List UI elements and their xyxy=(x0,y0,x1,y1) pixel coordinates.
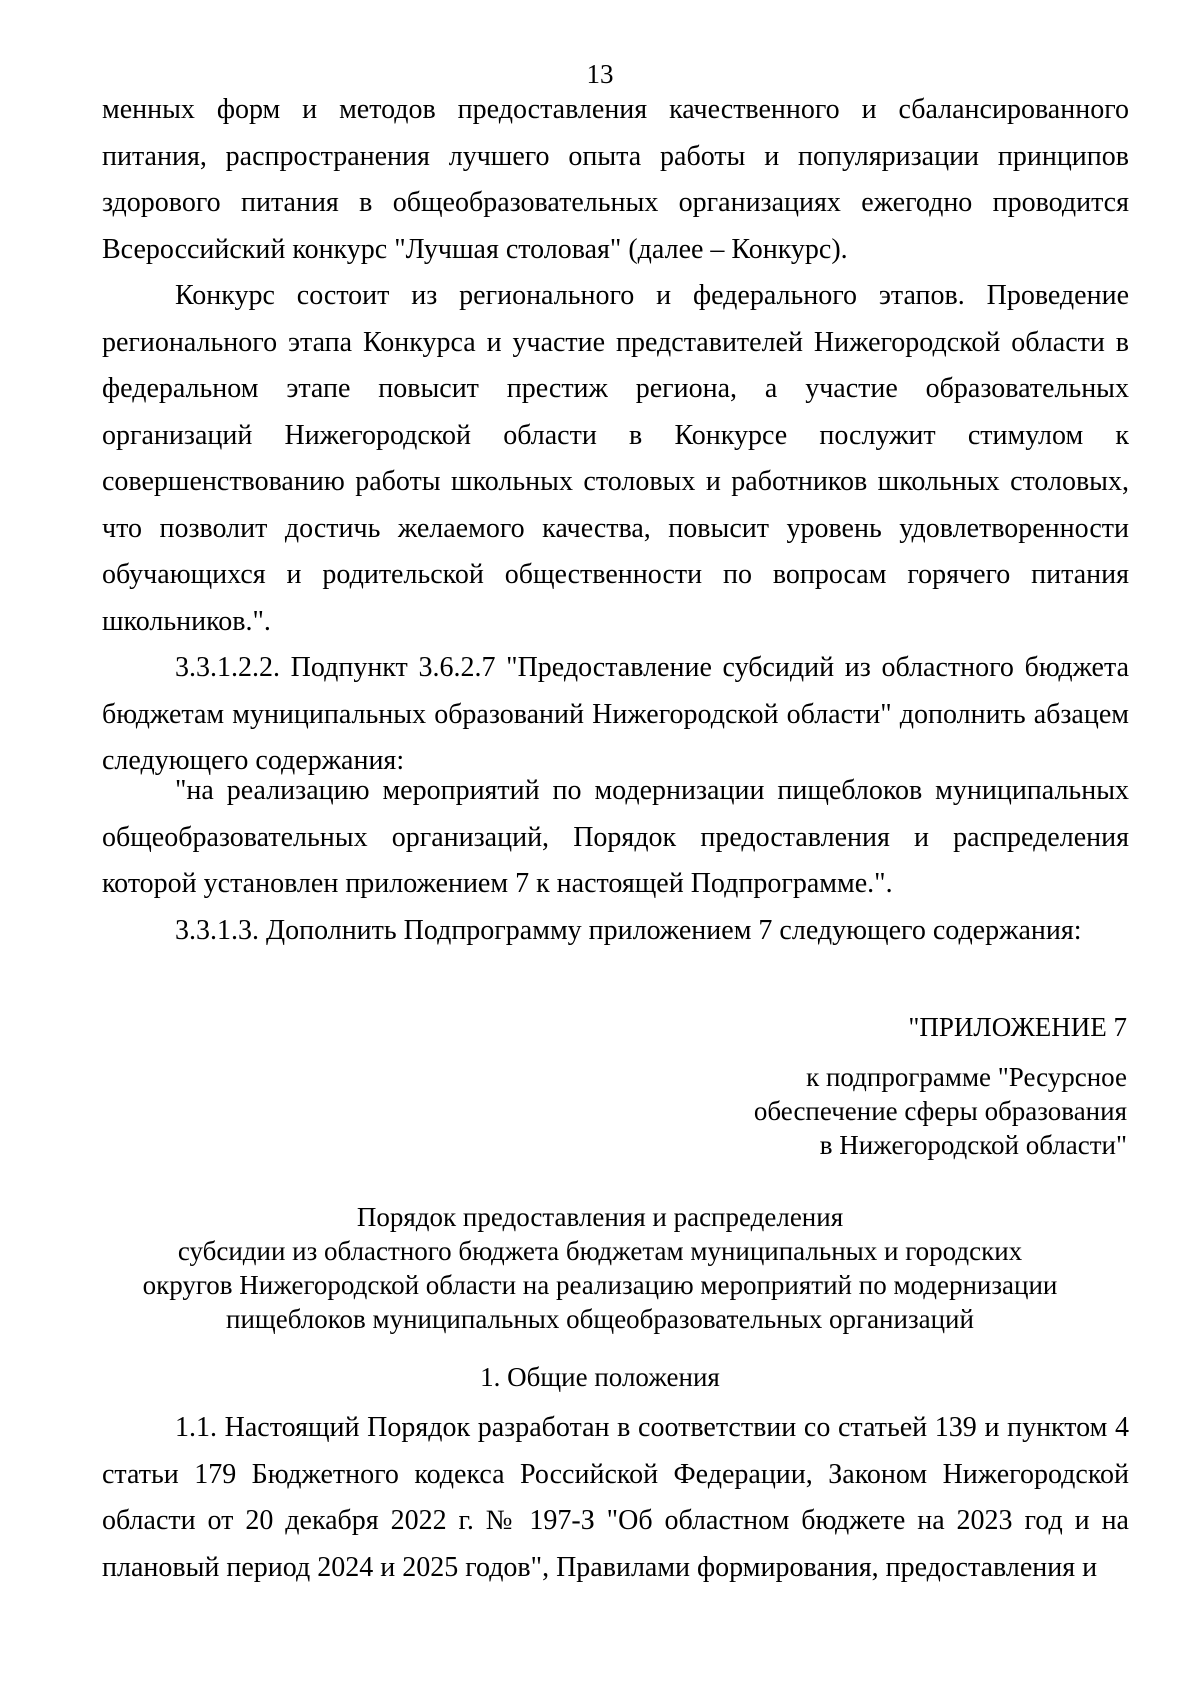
body-text-middle xyxy=(102,768,1129,954)
order-title-line: Порядок предоставления и распределения xyxy=(356,1202,844,1232)
body-text-upper xyxy=(102,87,1129,785)
paragraph-1-1: 1.1. Настоящий Порядок разработан в соответствии со статьей 139 и пунктом 4 статьи 179 Бюджетного кодекса Российской Федерации, Законом Нижегородской области от 20 декабря 2022 г. № 197-З "Об областном бюджете на 2023 год и на плановый период 2024 и 2025 годов", Правилами формирования, предоставления и xyxy=(102,1412,1129,1583)
appendix-subtitle xyxy=(754,1060,1127,1162)
order-title-line: округов Нижегородской области на реализацию мероприятий по модернизации xyxy=(142,1270,1058,1300)
paragraph-contest: Конкурс состоит из регионального и федерального этапов. Проведение регионального этапа Конкурса и участие представителей Нижегородской области в федеральном этапе повысит престиж региона, а участие образовательных организаций Нижегородской области в Конкурсе послужит стимулом к совершенствованию работы школьных столовых и работников школьных столовых, что позволит достичь желаемого качества, повысит уровень удовлетворенности обучающихся и родительской общественности по вопросам горячего питания школьников.". xyxy=(102,280,1129,637)
order-title xyxy=(0,1200,1200,1336)
order-title-line: пищеблоков муниципальных общеобразовательных организаций xyxy=(226,1304,974,1334)
appendix-subtitle-line: к подпрограмме "Ресурсное xyxy=(806,1062,1127,1092)
order-title-line: субсидии из областного бюджета бюджетам муниципальных и городских xyxy=(177,1236,1023,1266)
body-text-lower xyxy=(102,1405,1129,1591)
paragraph-continuation: менных форм и методов предоставления качественного и сбалансированного питания, распространения лучшего опыта работы и популяризации принципов здорового питания в общеобразовательных организациях ежегодно проводится Всероссийский конкурс "Лучшая столовая" (далее – Конкурс). xyxy=(102,94,1129,265)
paragraph-quoted-addition: "на реализацию мероприятий по модернизации пищеблоков муниципальных общеобразовательных организаций, Порядок предоставления и распределения которой установлен приложением 7 к настоящей Подпрограмме.". xyxy=(102,775,1129,899)
appendix-subtitle-line: обеспечение сферы образования xyxy=(753,1096,1127,1126)
paragraph-subpoint-3-3-1-3: 3.3.1.3. Дополнить Подпрограмму приложением 7 следующего содержания: xyxy=(175,914,1082,946)
paragraph-subpoint-3-3-1-2-2: 3.3.1.2.2. Подпункт 3.6.2.7 "Предоставление субсидий из областного бюджета бюджетам муниципальных образований Нижегородской области" дополнить абзацем следующего содержания: xyxy=(102,652,1129,776)
appendix-title: "ПРИЛОЖЕНИЕ 7 xyxy=(908,1012,1127,1042)
page-number: 13 xyxy=(586,59,614,89)
appendix-subtitle-line: в Нижегородской области" xyxy=(819,1130,1127,1160)
section-heading: 1. Общие положения xyxy=(480,1362,720,1392)
